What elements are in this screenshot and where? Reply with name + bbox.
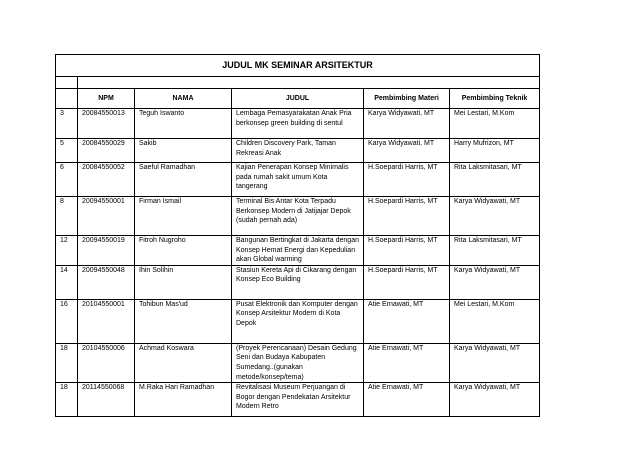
row-pembimbing-materi: H.Soepardi Harris, MT — [364, 236, 450, 266]
row-pembimbing-teknik: Mei Lestari, M.Kom — [450, 109, 540, 139]
row-pembimbing-teknik: Karya Widyawati, MT — [450, 383, 540, 417]
row-judul: Kajian Penerapan Konsep Minimalis pada rumah sakit umum Kota tangerang — [232, 163, 364, 197]
row-npm: 20114550068 — [78, 383, 135, 417]
row-nama: Ihin Solihin — [135, 265, 232, 299]
row-no: 8 — [56, 197, 78, 236]
row-judul: Children Discovery Park, Taman Rekreasi Anak — [232, 139, 364, 163]
row-nama: Achmad Koswara — [135, 343, 232, 382]
row-npm: 20094550019 — [78, 236, 135, 266]
row-pembimbing-teknik: Mei Lestari, M.Kom — [450, 299, 540, 343]
table-title-row — [56, 55, 540, 77]
header-pembimbing-materi: Pembimbing Materi — [364, 89, 450, 109]
row-judul: Revitalisasi Museum Perjuangan di Bogor dengan Pendekatan Arsitektur Modern Retro — [232, 383, 364, 417]
row-npm: 20084550052 — [78, 163, 135, 197]
row-pembimbing-materi: Atie Ernawati, MT — [364, 343, 450, 382]
row-npm: 20094550001 — [78, 197, 135, 236]
row-pembimbing-materi: H.Soepardi Harris, MT — [364, 265, 450, 299]
row-nama: Saeful Ramadhan — [135, 163, 232, 197]
row-pembimbing-materi: Atie Ernawati, MT — [364, 299, 450, 343]
table-row — [56, 109, 540, 139]
row-nama: Fitroh Nugroho — [135, 236, 232, 266]
row-pembimbing-materi: H.Soepardi Harris, MT — [364, 197, 450, 236]
row-judul: Bangunan Bertingkat di Jakarta dengan Konsep Hemat Energi dan Kepedulian akan Global warming — [232, 236, 364, 266]
row-no: 12 — [56, 236, 78, 266]
row-pembimbing-materi: Karya Widyawati, MT — [364, 139, 450, 163]
row-npm: 20104550006 — [78, 343, 135, 382]
row-pembimbing-teknik: Karya Widyawati, MT — [450, 343, 540, 382]
row-judul: Stasiun Kereta Api di Cikarang dengan Konsep Eco Building — [232, 265, 364, 299]
thesis-title-table — [55, 54, 540, 417]
row-pembimbing-teknik: Harry Mufrizon, MT — [450, 139, 540, 163]
row-judul: Pusat Elektronik dan Komputer dengan Konsep Arsitektur Modern di Kota Depok — [232, 299, 364, 343]
table-row — [56, 265, 540, 299]
table-row — [56, 343, 540, 382]
row-no: 18 — [56, 383, 78, 417]
row-npm: 20104550001 — [78, 299, 135, 343]
row-nama: Firman Ismail — [135, 197, 232, 236]
table-blank-row — [56, 77, 540, 89]
table-row — [56, 163, 540, 197]
row-pembimbing-teknik: Karya Widyawati, MT — [450, 265, 540, 299]
row-pembimbing-teknik: Karya Widyawati, MT — [450, 197, 540, 236]
row-nama: M.Raka Hari Ramadhan — [135, 383, 232, 417]
table-row — [56, 299, 540, 343]
table-row — [56, 383, 540, 417]
table-header-row — [56, 89, 540, 109]
row-judul: (Proyek Perencanaan) Desain Gedung Seni dan Budaya Kabupaten Sumedang..(gunakan metode/konsep/tema) — [232, 343, 364, 382]
header-judul: JUDUL — [232, 89, 364, 109]
table-row — [56, 236, 540, 266]
table-row — [56, 197, 540, 236]
row-no: 3 — [56, 109, 78, 139]
row-nama: Tohibun Mas'ud — [135, 299, 232, 343]
header-npm: NPM — [78, 89, 135, 109]
header-pembimbing-teknik: Pembimbing Teknik — [450, 89, 540, 109]
row-pembimbing-materi: Karya Widyawati, MT — [364, 109, 450, 139]
row-pembimbing-materi: H.Soepardi Harris, MT — [364, 163, 450, 197]
header-no — [56, 89, 78, 109]
row-nama: Sakib — [135, 139, 232, 163]
row-pembimbing-teknik: Rita Laksmitasari, MT — [450, 236, 540, 266]
table-row — [56, 139, 540, 163]
row-npm: 20084550013 — [78, 109, 135, 139]
row-npm: 20094550048 — [78, 265, 135, 299]
row-pembimbing-teknik: Rita Laksmitasari, MT — [450, 163, 540, 197]
row-no: 14 — [56, 265, 78, 299]
row-judul: Lembaga Pemasyarakatan Anak Pria berkonsep green building di sentul — [232, 109, 364, 139]
table-title: JUDUL MK SEMINAR ARSITEKTUR — [56, 55, 540, 77]
header-nama: NAMA — [135, 89, 232, 109]
row-no: 6 — [56, 163, 78, 197]
row-no: 16 — [56, 299, 78, 343]
row-judul: Terminal Bis Antar Kota Terpadu Berkonsep Modern di Jatijajar Depok (sudah pernah ada) — [232, 197, 364, 236]
row-npm: 20084550029 — [78, 139, 135, 163]
row-no: 18 — [56, 343, 78, 382]
row-nama: Teguh Iswanto — [135, 109, 232, 139]
row-no: 5 — [56, 139, 78, 163]
row-pembimbing-materi: Atie Ernawati, MT — [364, 383, 450, 417]
